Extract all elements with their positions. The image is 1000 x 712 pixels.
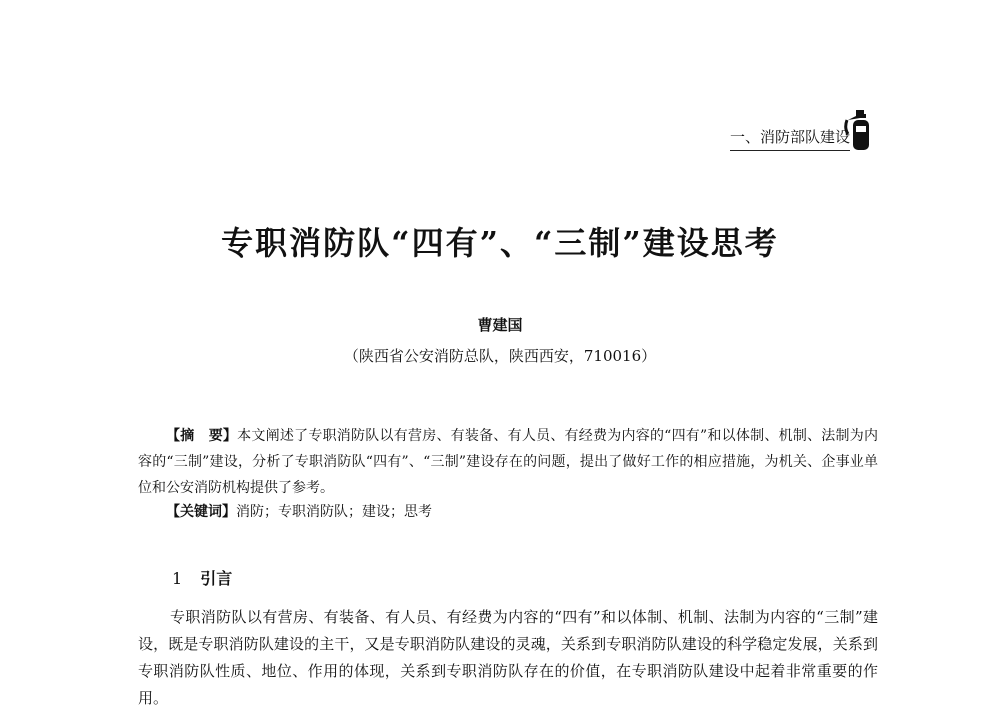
keywords-label: 【关键词】 xyxy=(166,504,236,520)
paper-title: 专职消防队“四有”、“三制”建设思考 xyxy=(221,224,779,262)
keywords-text: 消防；专职消防队；建设；思考 xyxy=(236,504,432,520)
section-heading xyxy=(172,566,232,589)
author-name: 曹建国 xyxy=(477,316,523,334)
body-paragraph xyxy=(138,604,878,712)
fire-extinguisher-icon xyxy=(842,108,878,152)
abstract xyxy=(138,423,878,501)
running-header xyxy=(730,126,850,151)
keywords xyxy=(138,501,878,521)
section-number: 1 xyxy=(172,569,183,588)
abstract-text: 本文阐述了专职消防队以有营房、有装备、有人员、有经费为内容的“四有”和以体制、机制、法制为内容的“三制”建设，分析了专职消防队“四有”、“三制”建设存在的问题，提出了做好工作的相应措施，为机关、企事业单位和公安消防机构提供了参考。 xyxy=(138,428,879,496)
section-label: 一、消防部队建设 xyxy=(730,126,850,151)
section-title: 引言 xyxy=(200,569,233,588)
paragraph-text: 专职消防队以有营房、有装备、有人员、有经费为内容的“四有”和以体制、机制、法制为内容的“三制”建设，既是专职消防队建设的主干，又是专职消防队建设的灵魂，关系到专职消防队建设的科学稳定发展，关系到专职消防队性质、地位、作用的体现，关系到专职消防队存在的价值，在专职消防队建设中起着非常重要的作用。 xyxy=(138,608,878,707)
abstract-label: 【摘 要】 xyxy=(166,428,238,444)
author-affiliation: （陕西省公安消防总队，陕西西安，710016） xyxy=(343,347,657,365)
